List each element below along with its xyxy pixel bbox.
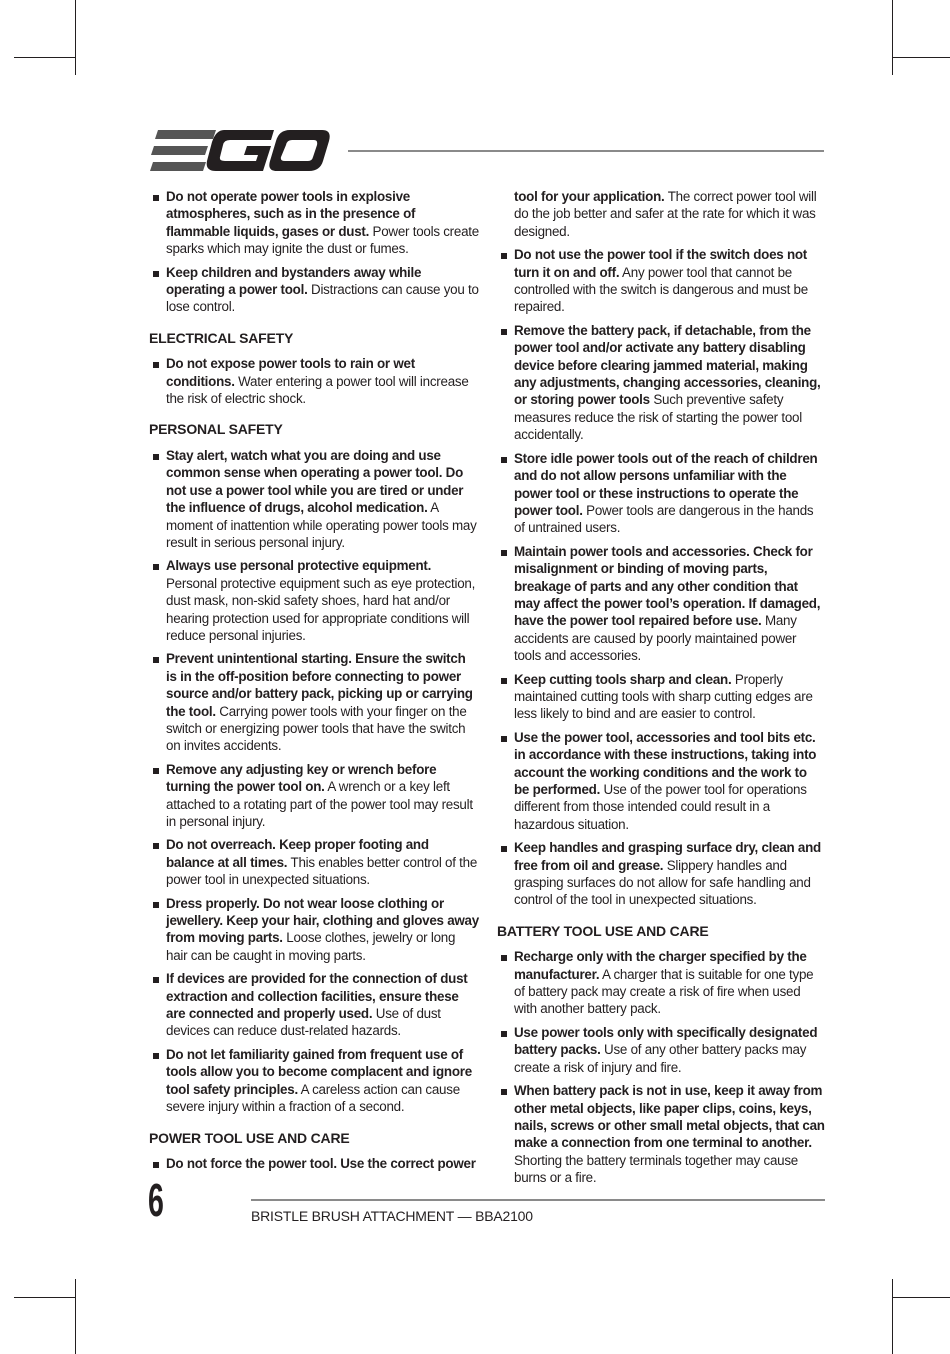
list-item: Remove any adjusting key or wrench before turning the power tool on. A wrench or a key left attached to a rotating part of the power tool may result in personal injury. xyxy=(149,761,479,831)
list-item: Do not overreach. Keep proper footing and balance at all times. This enables better control of the power tool in unexpected situations. xyxy=(149,836,479,888)
section-heading-battery: BATTERY TOOL USE AND CARE xyxy=(497,922,709,939)
list-item-continued: tool for your application. The correct power tool will do the job better and safer at the rate for which it was designed. xyxy=(514,189,817,239)
list-item: Do not use the power tool if the switch does not turn it on and off. Any power tool that cannot be controlled with the switch is dangerous and must be repaired. xyxy=(497,246,825,316)
list-item: Keep cutting tools sharp and clean. Properly maintained cutting tools with sharp cutting edges are less likely to bind and are easier to control. xyxy=(497,671,825,723)
list-item: Keep children and bystanders away while operating a power tool. Distractions can cause you to lose control. xyxy=(149,264,479,316)
crop-mark xyxy=(75,0,76,75)
header-rule xyxy=(348,150,824,152)
section-heading-power-tool: POWER TOOL USE AND CARE xyxy=(149,1129,350,1146)
crop-mark xyxy=(892,0,893,75)
ego-logo xyxy=(150,130,330,172)
crop-mark xyxy=(892,1279,893,1354)
list-item: Do not expose power tools to rain or wet conditions. Water entering a power tool will increase the risk of electric shock. xyxy=(149,355,479,407)
list-item: Do not operate power tools in explosive atmospheres, such as in the presence of flammable liquids, gases or dust. Power tools create sparks which may ignite the dust or fumes. xyxy=(149,188,479,258)
list-item: Dress properly. Do not wear loose clothing or jewellery. Keep your hair, clothing and gloves away from moving parts. Loose clothes, jewelry or long hair can be caught in moving parts. xyxy=(149,895,479,965)
list-item: Prevent unintentional starting. Ensure the switch is in the off-position before connecting to power source and/or battery pack, picking up or carrying the tool. Carrying power tools with your finger on the switch or energizing power tools that have the switch on invites accidents. xyxy=(149,650,479,754)
list-item: Stay alert, watch what you are doing and use common sense when operating a power tool. Do not use a power tool while you are tired or under the influence of drugs, alcohol medication. A moment of inattention while operating power tools may result in serious personal injury. xyxy=(149,447,479,551)
section-heading-electrical: ELECTRICAL SAFETY xyxy=(149,329,294,346)
list-item: When battery pack is not in use, keep it away from other metal objects, like paper clips, coins, keys, nails, screws or other small metal objects, that can make a connection from one terminal to another. Shorting the battery terminals together may cause burns or a fire. xyxy=(497,1082,825,1186)
crop-mark xyxy=(892,1297,950,1298)
crop-mark xyxy=(892,57,950,58)
footer-title: BRISTLE BRUSH ATTACHMENT — BBA2100 xyxy=(251,1208,533,1224)
crop-mark xyxy=(14,57,75,58)
list-item: Use power tools only with specifically designated battery packs. Use of any other battery packs may create a risk of injury and fire. xyxy=(497,1024,825,1076)
list-item: Recharge only with the charger specified by the manufacturer. A charger that is suitable for one type of battery pack may create a risk of fire when used with another battery pack. xyxy=(497,948,825,1018)
list-item: Keep handles and grasping surface dry, clean and free from oil and grease. Slippery handles and grasping surfaces do not allow for safe handling and control of the tool in unexpected situations. xyxy=(497,839,825,909)
list-item: Always use personal protective equipment. Personal protective equipment such as eye protection, dust mask, non-skid safety shoes, hard hat and/or hearing protection used for appropriate conditions will reduce personal injuries. xyxy=(149,557,479,644)
list-item: Do not let familiarity gained from frequent use of tools allow you to become complacent and ignore tool safety principles. A careless action can cause severe injury within a fraction of a second. xyxy=(149,1046,479,1116)
footer-rule xyxy=(251,1199,825,1201)
list-item: Use the power tool, accessories and tool bits etc. in accordance with these instructions, taking into account the working conditions and the work to be performed. Use of the power tool for operations different from those intended could result in a hazardous situation. xyxy=(497,729,825,833)
list-item: If devices are provided for the connection of dust extraction and collection facilities, ensure these are connected and properly used. Use of dust devices can reduce dust-related hazards. xyxy=(149,970,479,1040)
section-heading-personal: PERSONAL SAFETY xyxy=(149,421,283,438)
right-column xyxy=(497,188,825,1193)
list-item: Store idle power tools out of the reach of children and do not allow persons unfamiliar with the power tool or these instructions to operate the power tool. Power tools are dangerous in the hands of untrained users. xyxy=(497,450,825,537)
crop-mark xyxy=(14,1297,75,1298)
list-item: Do not force the power tool. Use the correct power xyxy=(149,1155,479,1172)
list-item: Maintain power tools and accessories. Check for misalignment or binding of moving parts, breakage of parts and any other condition that may affect the power tool’s operation. If damaged, have the power tool repaired before use. Many accidents are caused by poorly maintained power tools and accessories. xyxy=(497,543,825,665)
crop-mark xyxy=(75,1279,76,1354)
list-item: Remove the battery pack, if detachable, from the power tool and/or activate any battery disabling device before clearing jammed material, making any adjustments, changing accessories, cleaning, or storing power tools Such preventive safety measures reduce the risk of starting the power tool accidentally. xyxy=(497,322,825,444)
page-number: 6 xyxy=(148,1174,164,1226)
left-column xyxy=(149,188,479,1178)
